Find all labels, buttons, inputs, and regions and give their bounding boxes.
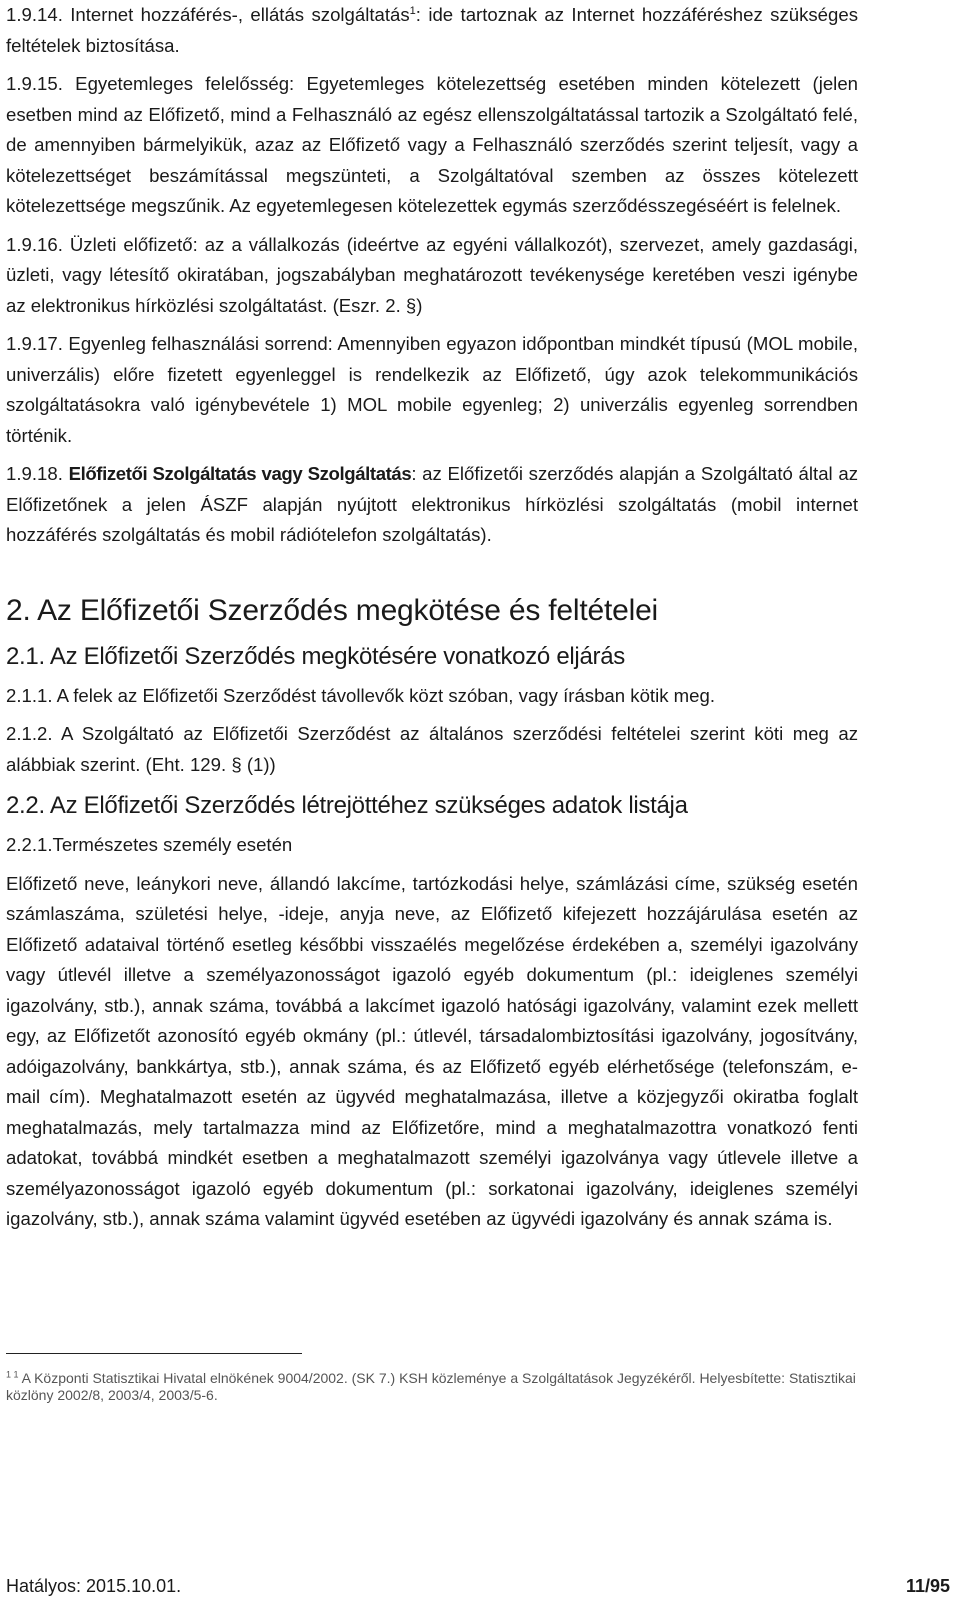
paragraph-1-9-14 [6,0,858,61]
footnote-reference[interactable]: 1 [409,4,416,17]
section-2-2-heading: 2.2. Az Előfizetői Szerződés létrejöttéhez szükséges adatok listája [6,792,688,819]
paragraph-2-1-1: 2.1.1. A felek az Előfizetői Szerződést távollevők közt szóban, vagy írásban kötik meg. [6,684,716,706]
effective-date: Hatályos: 2015.10.01. [6,1576,182,1596]
footnote [6,1370,856,1404]
paragraph-2-1-2: 2.1.2. A Szolgáltató az Előfizetői Szerződést az általános szerződési feltételei szerint köti meg az alábbiak szerint. (Eht. 129. § (1)) [6,723,858,775]
footnote-text: A Központi Statisztikai Hivatal elnökének 9004/2002. (SK 7.) KSH közleménye a Szolgáltatások Jegyzékéről. Helyesbítette: Statisztikai közlöny 2002/8, 2003/4, 2003/5-6. [6,1370,856,1403]
document-page [6,0,858,1235]
paragraph-2-2-1-title: 2.2.1.Természetes személy esetén [6,834,293,855]
section-2-1-heading: 2.1. Az Előfizetői Szerződés megkötésére vonatkozó eljárás [6,642,625,670]
footnote-marker: 1 1 [6,1369,19,1380]
paragraph-1-9-17: 1.9.17. Egyenleg felhasználási sorrend: Amennyiben egyazon időpontban mindkét típusú (MOL mobile, univerzális) előre fizetett egyenleggel is rendelkezik az Előfizető, úgy azok telekommunikációs szolgáltatásokra való igénybevétele 1) MOL mobile egyenleg; 2) univerzális egyenleg sorrendben történik. [6,333,858,446]
paragraph-text: : az Előfizetői szerződés alapján a Szolgáltató által az Előfizetőnek a jelen ÁSZF alapján nyújtott elektronikus hírközlési szolgáltatás (mobil internet hozzáférés szolgáltatás és mobil rádiótelefon szolgáltatás). [6,463,859,545]
section-2-heading: 2. Az Előfizetői Szerződés megkötése és feltételei [6,593,659,627]
page-number: 11/95 [905,1576,950,1596]
paragraph-number: 1.9.18. [6,463,69,484]
paragraph-1-9-15: 1.9.15. Egyetemleges felelősség: Egyetemleges kötelezettség esetében minden kötelezett (jelen esetben mind az Előfizető, mind a Felhasználó az egész ellenszolgáltatással tartozik a Szolgáltató felé, de amennyiben bármelyikük, azaz az Előfizető vagy a Felhasználó szerződés szerint teljesít, vagy a kötelezettséget beszámítással megszünteti, a Szolgáltatóval szemben az összes kötelezett kötelezettsége megszűnik. Az egyetemlegesen kötelezettek egymás szerződésszegéséért is felelnek. [6,73,858,216]
paragraph-2-2-1-body: Előfizető neve, leánykori neve, állandó lakcíme, tartózkodási helye, számlázási címe, szükség esetén számlaszáma, születési helye, -ideje, anyja neve, az Előfizető kifejezett hozzájárulása esetén az Előfizető adataival történő esetleg későbbi visszaélés megelőzése érdekében a, személyi igazolvány vagy útlevél illetve a személyazonosságot igazoló egyéb dokumentum (pl.: ideiglenes személyi igazolvány, stb.), annak száma, továbbá a lakcímet igazoló hatósági igazolvány, valamint ezek mellett egy, az Előfizetőt azonosító egyéb okmány (pl.: útlevél, társadalombiztosítási igazolvány, jogosítvány, adóigazolvány, bankkártya, stb.), annak száma, és az Előfizető egyéb elérhetősége (telefonszám, e-mail cím). Meghatalmazott esetén az ügyvéd meghatalmazása, illetve a közjegyzői okiratba foglalt meghatalmazás, mely tartalmazza mind az Előfizetőre, mind a meghatalmazottra vonatkozó fenti adatokat, továbbá mindkét esetben a meghatalmazott személyi igazolványa vagy útlevele illetve a személyazonosságot igazoló egyéb dokumentum (pl.: sorkatonai igazolvány, ideiglenes személyi igazolvány, stb.), annak száma valamint ügyvéd esetében az ügyvédi igazolvány és annak száma is. [6,872,858,1229]
footnote-divider [6,1353,302,1354]
defined-term: Előfizetői Szolgáltatás vagy Szolgáltatás [68,463,412,484]
paragraph-text: 1.9.14. Internet hozzáférés-, ellátás szolgáltatás [6,4,410,25]
paragraph-1-9-16: 1.9.16. Üzleti előfizető: az a vállalkozás (ideértve az egyéni vállalkozót), szervezet, amely gazdasági, üzleti, vagy létesítő okiratában, jogszabályban meghatározott tevékenysége keretében veszi igénybe az elektronikus hírközlési szolgáltatást. (Eszr. 2. §) [6,233,858,316]
paragraph-1-9-18 [6,459,858,551]
paragraph-text: : ide tartoznak az Internet hozzáféréshez szükséges feltételek biztosítása. [6,4,858,56]
